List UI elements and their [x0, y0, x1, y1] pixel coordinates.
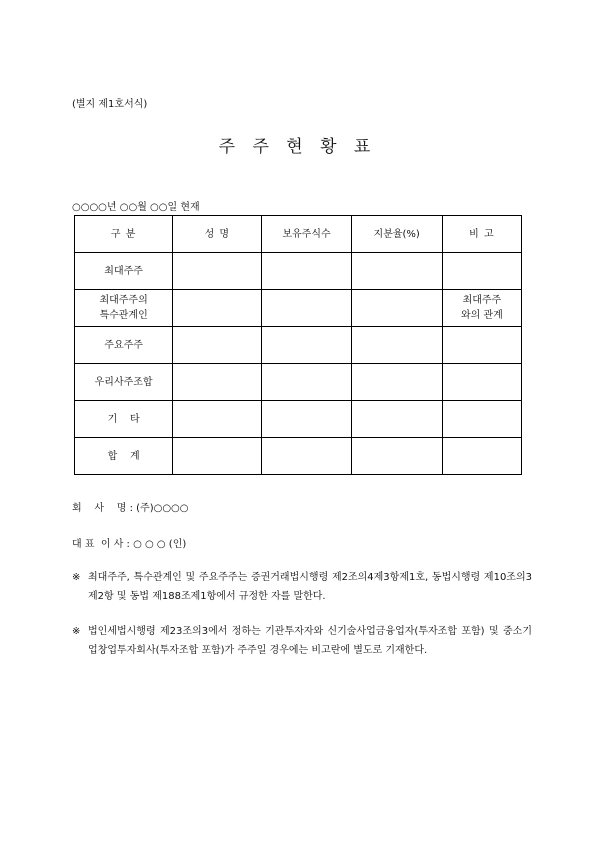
note-text: 법인세법시행령 제23조의3에서 정하는 기관투자자와 신기술사업금융업자(투자조합 포함) 및 중소기업창업투자회사(투자조합 포함)가 주주일 경우에는 비고란에 별도로 기재한다.	[88, 626, 532, 656]
note-mark-icon: ※	[72, 572, 81, 583]
company-name-line: 회 사 명 : (주)○○○○	[72, 503, 189, 514]
form-number-label: (별지 제1호서식)	[72, 99, 148, 110]
as-of-date: ○○○○년 ○○월 ○○일 현재	[72, 202, 200, 213]
row-ratio-cell	[351, 438, 442, 475]
table-row	[75, 401, 522, 438]
note-item	[72, 622, 532, 660]
row-name-cell	[173, 327, 262, 364]
document-title: 주 주 현 황 표	[218, 137, 377, 157]
note-item	[72, 568, 532, 606]
row-ratio-cell	[351, 290, 442, 327]
shareholder-table	[74, 215, 522, 475]
row-remark-cell: 최대주주 와의 관계	[442, 290, 521, 327]
row-shares-cell	[262, 438, 351, 475]
table-row	[75, 438, 522, 475]
table-row	[75, 253, 522, 290]
table-row	[75, 290, 522, 327]
table-row	[75, 327, 522, 364]
row-shares-cell	[262, 327, 351, 364]
row-remark-cell	[442, 438, 521, 475]
row-name-cell	[173, 401, 262, 438]
header-remark: 비 고	[442, 216, 521, 253]
table-header-row	[75, 216, 522, 253]
row-name-cell	[173, 290, 262, 327]
row-category: 기 타	[75, 401, 173, 438]
header-ratio: 지분율(%)	[351, 216, 442, 253]
row-remark-cell	[442, 253, 521, 290]
row-name-cell	[173, 438, 262, 475]
row-category: 최대주주의 특수관계인	[75, 290, 173, 327]
row-name-cell	[173, 253, 262, 290]
row-shares-cell	[262, 364, 351, 401]
row-shares-cell	[262, 290, 351, 327]
row-remark-cell	[442, 327, 521, 364]
row-remark-cell	[442, 401, 521, 438]
row-category: 주요주주	[75, 327, 173, 364]
header-name: 성 명	[173, 216, 262, 253]
row-shares-cell	[262, 401, 351, 438]
note-text: 최대주주, 특수관계인 및 주요주주는 증권거래법시행령 제2조의4제3항제1호, 동법시행령 제10조의3제2항 및 동법 제188조제1항에서 규정한 자를 말한다.	[88, 572, 532, 602]
row-category: 합 계	[75, 438, 173, 475]
ceo-signature-line: 대 표 이 사 : ○ ○ ○ (인)	[72, 539, 187, 550]
row-name-cell	[173, 364, 262, 401]
row-remark-cell	[442, 364, 521, 401]
row-ratio-cell	[351, 364, 442, 401]
row-ratio-cell	[351, 253, 442, 290]
note-mark-icon: ※	[72, 626, 81, 637]
table-row	[75, 364, 522, 401]
header-shares: 보유주식수	[262, 216, 351, 253]
row-ratio-cell	[351, 327, 442, 364]
row-ratio-cell	[351, 401, 442, 438]
row-shares-cell	[262, 253, 351, 290]
row-category: 우리사주조합	[75, 364, 173, 401]
row-category: 최대주주	[75, 253, 173, 290]
header-category: 구 분	[75, 216, 173, 253]
